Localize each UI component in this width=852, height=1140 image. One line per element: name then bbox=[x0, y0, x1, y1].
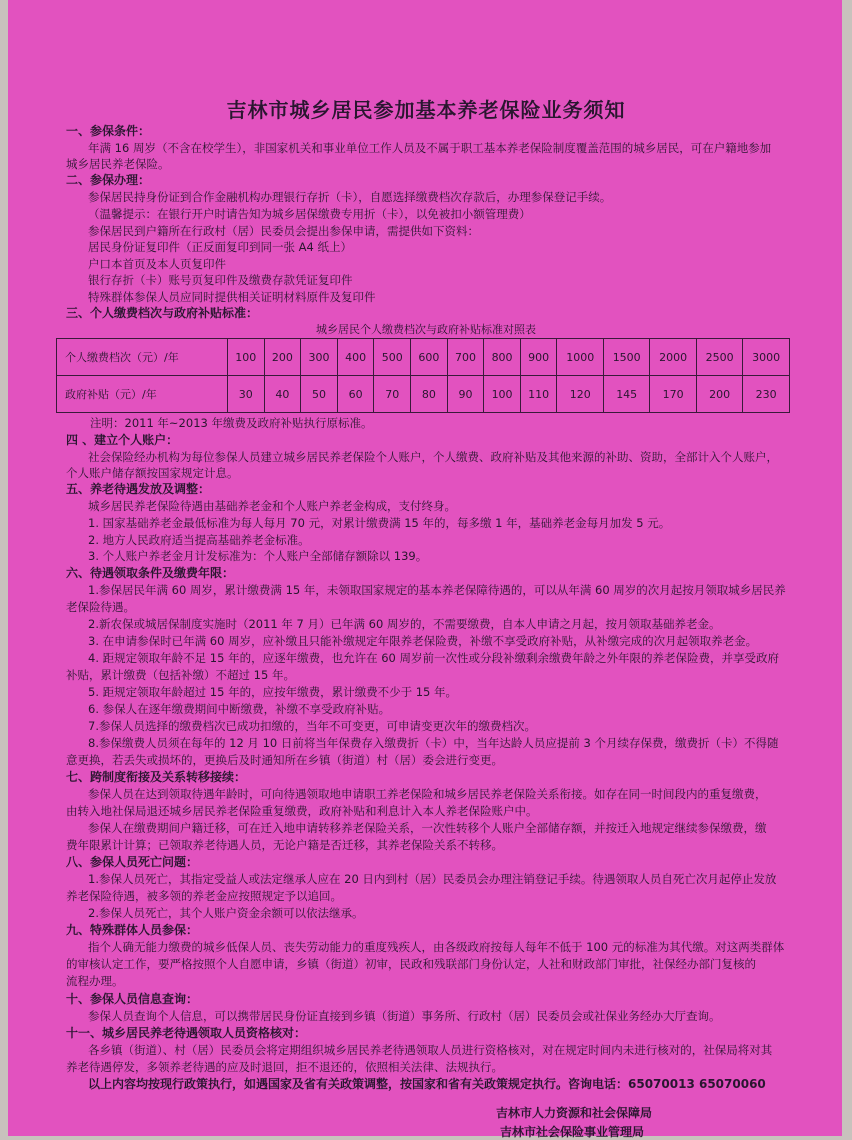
body-line: 5. 距规定领取年龄超过 15 年的，应按年缴费，累计缴费不少于 15 年。 bbox=[88, 685, 458, 699]
body-line: 银行存折（卡）账号页复印件及缴费存款凭证复印件 bbox=[88, 273, 353, 287]
table-cell: 1000 bbox=[557, 339, 603, 376]
table-cell: 40 bbox=[264, 376, 301, 413]
body-line: 6. 参保人在逐年缴费期间中断缴费，补缴不享受政府补贴。 bbox=[88, 702, 391, 716]
table-cell: 500 bbox=[374, 339, 411, 376]
body-line: 2. 地方人民政府适当提高基础养老金标准。 bbox=[88, 533, 310, 547]
section-heading: 九、特殊群体人员参保： bbox=[66, 923, 199, 937]
section-heading: 八、参保人员死亡问题： bbox=[66, 855, 199, 869]
table-cell: 70 bbox=[374, 376, 411, 413]
table-cell: 100 bbox=[484, 376, 521, 413]
body-line: 特殊群体参保人员应同时提供相关证明材料原件及复印件 bbox=[88, 290, 376, 304]
body-line: （温馨提示：在银行开户时请告知为城乡居保缴费专用折（卡），以免被扣小额管理费） bbox=[88, 207, 531, 221]
body-line: 费年限累计计算；已领取养老待遇人员，无论户籍是否迁移，其养老保险关系不转移。 bbox=[66, 838, 503, 852]
body-line: 社会保险经办机构为每位参保人员建立城乡居民养老保险个人账户，个人缴费、政府补贴及其他来源的补助、资助，全部计入个人账户， bbox=[88, 450, 778, 464]
table-cell: 100 bbox=[228, 339, 265, 376]
row-label: 政府补贴（元）/年 bbox=[57, 376, 228, 413]
table-cell: 80 bbox=[411, 376, 448, 413]
body-line: 8.参保缴费人员须在每年的 12 月 10 日前将当年保费存入缴费折（卡）中，当年达龄人员应提前 3 个月续存保费，缴费折（卡）不得随 bbox=[88, 736, 779, 750]
body-line: 2.参保人员死亡，其个人账户资金余额可以依法继承。 bbox=[88, 906, 364, 920]
table-caption: 城乡居民个人缴费档次与政府补贴标准对照表 bbox=[316, 323, 536, 336]
table-cell: 400 bbox=[337, 339, 374, 376]
section-heading: 四 、建立个人账户： bbox=[66, 433, 179, 447]
table-cell: 60 bbox=[337, 376, 374, 413]
table-cell: 50 bbox=[301, 376, 338, 413]
row-label: 个人缴费档次（元）/年 bbox=[57, 339, 228, 376]
body-line: 参保居民到户籍所在行政村（居）民委员会提出参保申请，需提供如下资料： bbox=[88, 224, 479, 238]
section-heading: 十、参保人员信息查询： bbox=[66, 992, 199, 1006]
body-line: 7.参保人员选择的缴费档次已成功扣缴的，当年不可变更，可申请变更次年的缴费档次。 bbox=[88, 719, 536, 733]
body-line: 户口本首页及本人页复印件 bbox=[88, 257, 226, 271]
document-title: 吉林市城乡居民参加基本养老保险业务须知 bbox=[226, 98, 626, 122]
section-heading: 七、跨制度衔接及关系转移接续： bbox=[66, 770, 247, 784]
table-cell: 3000 bbox=[743, 339, 790, 376]
body-line: 养老保险待遇，被多领的养老金应按照规定予以追回。 bbox=[66, 889, 342, 903]
table-cell: 200 bbox=[264, 339, 301, 376]
body-line: 养老待遇停发，多领养老待遇的应及时退回，拒不退还的，依照相关法律、法规执行。 bbox=[66, 1060, 503, 1074]
body-line: 3. 个人账户养老金月计发标准为：个人账户全部储存额除以 139。 bbox=[88, 549, 428, 563]
table-row bbox=[57, 339, 790, 376]
table-cell: 1500 bbox=[603, 339, 649, 376]
body-line: 居民身份证复印件（正反面复印到同一张 A4 纸上） bbox=[88, 240, 352, 254]
body-line: 老保险待遇。 bbox=[66, 600, 135, 614]
section-heading: 十一、城乡居民养老待遇领取人员资格核对： bbox=[66, 1026, 307, 1040]
body-line: 由转入地社保局退还城乡居民养老保险重复缴费，政府补贴和利息计入本人养老保险账户中。 bbox=[66, 804, 538, 818]
section-heading: 二、参保办理： bbox=[66, 173, 151, 187]
body-line: 城乡居民养老保险。 bbox=[66, 157, 170, 171]
body-line: 指个人确无能力缴费的城乡低保人员、丧失劳动能力的重度残疾人，由各级政府按每人每年不低于 100 元的标准为其代缴。对这两类群体 bbox=[88, 940, 785, 954]
issuer-name: 吉林市人力资源和社会保障局 bbox=[496, 1106, 653, 1120]
table-cell: 30 bbox=[228, 376, 265, 413]
body-line: 2.新农保或城居保制度实施时（2011 年 7 月）已年满 60 周岁的，不需要缴费，自本人申请之月起，按月领取基础养老金。 bbox=[88, 617, 721, 631]
body-line: 个人账户储存额按国家规定计息。 bbox=[66, 466, 239, 480]
table-cell: 230 bbox=[743, 376, 790, 413]
table-cell: 700 bbox=[447, 339, 484, 376]
body-line: 城乡居民养老保险待遇由基础养老金和个人账户养老金构成，支付终身。 bbox=[88, 499, 456, 513]
body-line: 各乡镇（街道）、村（居）民委员会将定期组织城乡居民养老待遇领取人员进行资格核对，对在规定时间内未进行核对的，社保局将对其 bbox=[88, 1043, 773, 1057]
fee-subsidy-table bbox=[56, 338, 790, 413]
body-line: 1. 国家基础养老金最低标准为每人每月 70 元，对累计缴费满 15 年的，每多缴 1 年，基础养老金每月加发 5 元。 bbox=[88, 516, 671, 530]
section-heading: 三、个人缴费档次与政府补贴标准： bbox=[66, 306, 259, 320]
table-cell: 145 bbox=[603, 376, 649, 413]
table-cell: 170 bbox=[650, 376, 696, 413]
section-heading: 六、待遇领取条件及缴费年限： bbox=[66, 566, 235, 580]
table-cell: 120 bbox=[557, 376, 603, 413]
body-line: 年满 16 周岁（不含在校学生），非国家机关和事业单位工作人员及不属于职工基本养老保险制度覆盖范围的城乡居民，可在户籍地参加 bbox=[88, 141, 772, 155]
body-line: 流程办理。 bbox=[66, 974, 124, 988]
table-cell: 600 bbox=[411, 339, 448, 376]
table-cell: 90 bbox=[447, 376, 484, 413]
section-heading: 一、参保条件： bbox=[66, 124, 151, 138]
body-line: 的审核认定工作，要严格按照个人自愿申请，乡镇（街道）初审，民政和残联部门身份认定，人社和财政部门审批，社保经办部门复核的 bbox=[66, 957, 756, 971]
table-cell: 200 bbox=[696, 376, 742, 413]
issuer-name: 吉林市社会保险事业管理局 bbox=[500, 1125, 645, 1139]
body-line: 参保居民持身份证到合作金融机构办理银行存折（卡），自愿选择缴费档次存款后，办理参保登记手续。 bbox=[88, 190, 612, 204]
body-line: 补贴，累计缴费（包括补缴）不超过 15 年。 bbox=[66, 668, 295, 682]
body-line: 参保人在缴费期间户籍迁移，可在迁入地申请转移养老保险关系，一次性转移个人账户全部储存额，并按迁入地规定继续参保缴费，缴 bbox=[88, 821, 767, 835]
body-line: 4. 距规定领取年龄不足 15 年的，应逐年缴费，也允许在 60 周岁前一次性或分段补缴剩余缴费年龄之外年限的养老保险费，并享受政府 bbox=[88, 651, 780, 665]
table-cell: 300 bbox=[301, 339, 338, 376]
body-line: 3. 在申请参保时已年满 60 周岁，应补缴且只能补缴规定年限养老保险费，补缴不享受政府补贴，从补缴完成的次月起领取养老金。 bbox=[88, 634, 758, 648]
body-line: 意更换，若丢失或损坏的，更换后及时通知所在乡镇（街道）村（居）委会进行变更。 bbox=[66, 753, 503, 767]
body-line: 参保人员查询个人信息，可以携带居民身份证直接到乡镇（街道）事务所、行政村（居）民委员会或社保业务经办大厅查询。 bbox=[88, 1009, 721, 1023]
table-cell: 110 bbox=[520, 376, 557, 413]
table-row bbox=[57, 376, 790, 413]
body-line: 参保人员在达到领取待遇年龄时，可向待遇领取地申请职工养老保险和城乡居民养老保险关系衔接。如存在同一时间段内的重复缴费， bbox=[88, 787, 767, 801]
table-cell: 800 bbox=[484, 339, 521, 376]
table-cell: 2000 bbox=[650, 339, 696, 376]
section-heading: 以上内容均按现行政策执行，如遇国家及省有关政策调整，按国家和省有关政策规定执行。咨询电话：65070013 65070060 bbox=[88, 1077, 766, 1091]
table-cell: 2500 bbox=[696, 339, 742, 376]
body-line: 1.参保居民年满 60 周岁，累计缴费满 15 年，未领取国家规定的基本养老保障待遇的，可以从年满 60 周岁的次月起按月领取城乡居民养 bbox=[88, 583, 786, 597]
body-line: 注明：2011 年~2013 年缴费及政府补贴执行原标准。 bbox=[90, 416, 373, 430]
table-cell: 900 bbox=[520, 339, 557, 376]
section-heading: 五、养老待遇发放及调整： bbox=[66, 482, 211, 496]
body-line: 1.参保人员死亡，其指定受益人或法定继承人应在 20 日内到村（居）民委员会办理注销登记手续。待遇领取人员自死亡次月起停止发放 bbox=[88, 872, 777, 886]
